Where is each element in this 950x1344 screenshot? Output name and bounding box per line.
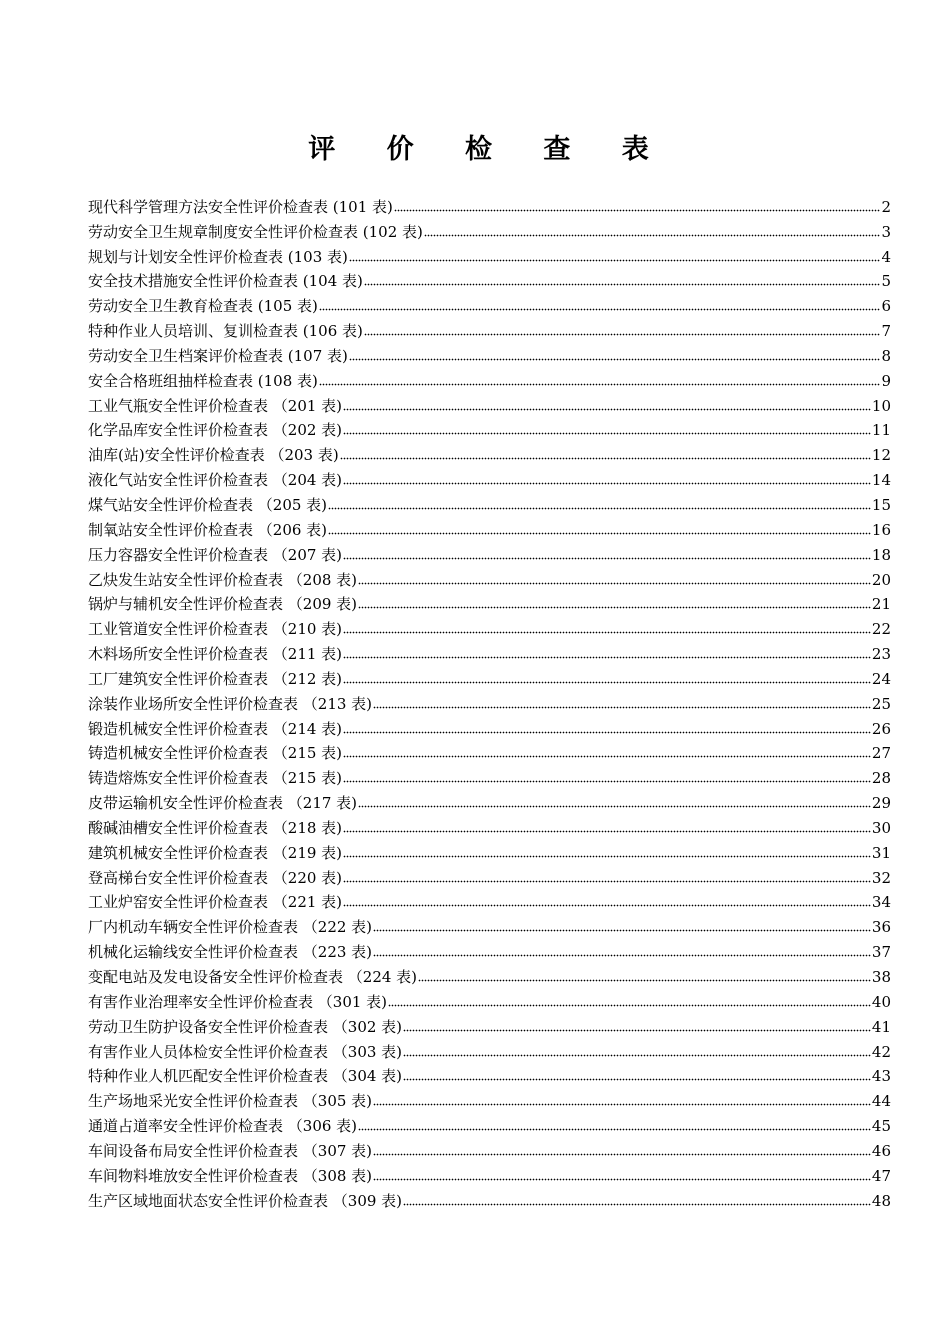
toc-entry-title: 登高梯台安全性评价检查表 （220 表) — [88, 868, 343, 887]
toc-page-number: 20 — [871, 570, 891, 589]
toc-entry-title: 通道占道率安全性评价检查表 （306 表) — [88, 1117, 358, 1136]
toc-dot-leader — [328, 531, 871, 536]
toc-entry[interactable] — [88, 219, 891, 244]
toc-entry[interactable] — [88, 542, 891, 567]
toc-entry-title: 乙炔发生站安全性评价检查表 （208 表) — [88, 570, 358, 589]
toc-page-number: 21 — [871, 595, 891, 614]
toc-page-number: 10 — [871, 396, 891, 415]
toc-dot-leader — [328, 506, 871, 511]
toc-page-number: 2 — [881, 197, 891, 216]
toc-page-number: 4 — [881, 247, 891, 266]
toc-entry-title: 现代科学管理方法安全性评价检查表 (101 表) — [88, 197, 393, 216]
toc-page-number: 25 — [871, 694, 891, 713]
toc-page-number: 12 — [871, 446, 891, 465]
toc-entry-title: 酸碱油槽安全性评价检查表 （218 表) — [88, 818, 343, 837]
toc-dot-leader — [343, 779, 871, 784]
toc-page-number: 24 — [871, 669, 891, 688]
toc-page-number: 37 — [871, 943, 891, 962]
toc-entry[interactable] — [88, 939, 891, 964]
toc-entry-title: 规划与计划安全性评价检查表 (103 表) — [88, 247, 348, 266]
toc-page-number: 38 — [871, 968, 891, 986]
toc-entry-title: 压力容器安全性评价检查表 （207 表) — [88, 545, 343, 564]
toc-entry-title: 有害作业治理率安全性评价检查表 （301 表) — [88, 992, 388, 1011]
toc-entry-title: 安全技术措施安全性评价检查表 (104 表) — [88, 272, 363, 291]
toc-page-number: 45 — [871, 1117, 891, 1136]
toc-entry[interactable] — [88, 318, 891, 343]
page-title: 评 价 检 查 表 — [308, 134, 670, 165]
toc-entry-title: 特种作业人机匹配安全性评价检查表 （304 表) — [88, 1067, 403, 1086]
toc-entry-title: 劳动安全卫生档案评价检查表 (107 表) — [88, 346, 348, 365]
toc-dot-leader — [373, 1177, 871, 1182]
toc-entry-title: 铸造机械安全性评价检查表 （215 表) — [88, 744, 343, 763]
toc-entry-title: 车间设备布局安全性评价检查表 （307 表) — [88, 1141, 373, 1160]
toc-dot-leader — [343, 407, 871, 412]
toc-entry[interactable] — [88, 293, 891, 318]
toc-page-number: 29 — [871, 794, 891, 813]
toc-entry-title: 安全合格班组抽样检查表 (108 表) — [88, 371, 318, 390]
toc-entry-title: 变配电站及发电设备安全性评价检查表 （224 表) — [88, 968, 418, 986]
toc-entry[interactable] — [88, 393, 891, 418]
toc-entry-title: 有害作业人员体检安全性评价检查表 （303 表) — [88, 1042, 403, 1061]
toc-entry[interactable] — [88, 1113, 891, 1138]
toc-entry[interactable] — [88, 592, 891, 617]
toc-entry[interactable] — [88, 1138, 891, 1163]
toc-dot-leader — [319, 382, 881, 387]
toc-entry[interactable] — [88, 1188, 891, 1213]
toc-page-number: 16 — [871, 520, 891, 539]
toc-entry-title: 涂装作业场所安全性评价检查表 （213 表) — [88, 694, 373, 713]
toc-entry[interactable] — [88, 244, 891, 269]
toc-entry[interactable] — [88, 964, 891, 989]
toc-dot-leader — [418, 978, 871, 983]
toc-page-number: 48 — [871, 1191, 891, 1210]
toc-entry[interactable] — [88, 517, 891, 542]
toc-dot-leader — [343, 829, 871, 834]
toc-entry[interactable] — [88, 716, 891, 741]
toc-entry[interactable] — [88, 1064, 891, 1089]
toc-entry-title: 生产场地采光安全性评价检查表 （305 表) — [88, 1092, 373, 1111]
toc-page-number: 32 — [871, 868, 891, 887]
toc-dot-leader — [343, 431, 871, 436]
toc-entry[interactable] — [88, 691, 891, 716]
toc-dot-leader — [358, 605, 871, 610]
toc-entry-title: 锅炉与辅机安全性评价检查表 （209 表) — [88, 595, 358, 614]
toc-entry[interactable] — [88, 194, 891, 219]
toc-entry[interactable] — [88, 467, 891, 492]
toc-page-number: 28 — [871, 769, 891, 788]
toc-entry[interactable] — [88, 815, 891, 840]
toc-entry-title: 生产区域地面状态安全性评价检查表 （309 表) — [88, 1191, 403, 1210]
toc-entry[interactable] — [88, 1039, 891, 1064]
toc-entry-title: 液化气站安全性评价检查表 （204 表) — [88, 471, 343, 490]
toc-page-number: 3 — [881, 222, 891, 241]
toc-dot-leader — [340, 456, 871, 461]
toc-entry-title: 铸造熔炼安全性评价检查表 （215 表) — [88, 769, 343, 788]
toc-entry-title: 特种作业人员培训、复训检查表 (106 表) — [88, 322, 363, 341]
toc-entry[interactable] — [88, 890, 891, 915]
toc-entry[interactable] — [88, 741, 891, 766]
toc-dot-leader — [403, 1077, 871, 1082]
toc-dot-leader — [403, 1028, 871, 1033]
toc-dot-leader — [319, 307, 881, 312]
toc-entry[interactable] — [88, 442, 891, 467]
toc-page-number: 7 — [881, 322, 891, 341]
toc-dot-leader — [364, 282, 881, 287]
toc-dot-leader — [373, 1152, 871, 1157]
toc-entry[interactable] — [88, 343, 891, 368]
toc-page-number: 14 — [871, 471, 891, 490]
toc-dot-leader — [343, 556, 871, 561]
toc-entry-title: 工业管道安全性评价检查表 （210 表) — [88, 620, 343, 639]
table-of-contents — [88, 194, 891, 1213]
toc-entry[interactable] — [88, 616, 891, 641]
toc-page-number: 31 — [871, 843, 891, 862]
toc-dot-leader — [373, 1102, 871, 1107]
toc-dot-leader — [358, 581, 871, 586]
toc-page-number: 42 — [871, 1042, 891, 1061]
toc-entry-title: 锻造机械安全性评价检查表 （214 表) — [88, 719, 343, 738]
toc-page-number: 22 — [871, 620, 891, 639]
toc-dot-leader — [349, 258, 881, 263]
toc-entry[interactable] — [88, 765, 891, 790]
toc-dot-leader — [364, 332, 881, 337]
toc-page-number: 30 — [871, 818, 891, 837]
toc-page-number: 27 — [871, 744, 891, 763]
toc-entry-title: 建筑机械安全性评价检查表 （219 表) — [88, 843, 343, 862]
toc-entry[interactable] — [88, 989, 891, 1014]
toc-entry[interactable] — [88, 368, 891, 393]
toc-dot-leader — [424, 233, 881, 238]
toc-entry-title: 厂内机动车辆安全性评价检查表 （222 表) — [88, 918, 373, 937]
toc-page-number: 43 — [871, 1067, 891, 1086]
toc-entry[interactable] — [88, 1088, 891, 1113]
toc-entry[interactable] — [88, 1163, 891, 1188]
toc-entry-title: 劳动安全卫生教育检查表 (105 表) — [88, 297, 318, 316]
toc-entry-title: 劳动卫生防护设备安全性评价检查表 （302 表) — [88, 1017, 403, 1036]
toc-entry-title: 工业气瓶安全性评价检查表 （201 表) — [88, 396, 343, 415]
toc-entry-title: 化学品库安全性评价检查表 （202 表) — [88, 421, 343, 440]
toc-dot-leader — [343, 655, 871, 660]
toc-page-number: 6 — [881, 297, 891, 316]
toc-page-number: 15 — [871, 495, 891, 514]
toc-dot-leader — [343, 903, 871, 908]
toc-page-number: 44 — [871, 1092, 891, 1111]
toc-page-number: 36 — [871, 918, 891, 937]
toc-entry-title: 工业炉窑安全性评价检查表 （221 表) — [88, 893, 343, 912]
toc-dot-leader — [388, 1003, 871, 1008]
toc-entry[interactable] — [88, 492, 891, 517]
toc-entry-title: 工厂建筑安全性评价检查表 （212 表) — [88, 669, 343, 688]
toc-dot-leader — [358, 804, 871, 809]
toc-entry[interactable] — [88, 790, 891, 815]
toc-dot-leader — [343, 879, 871, 884]
toc-dot-leader — [403, 1202, 871, 1207]
toc-dot-leader — [394, 208, 881, 213]
toc-dot-leader — [403, 1053, 871, 1058]
toc-page-number: 46 — [871, 1141, 891, 1160]
toc-entry[interactable] — [88, 567, 891, 592]
toc-entry[interactable] — [88, 914, 891, 939]
toc-page-number: 23 — [871, 645, 891, 664]
toc-dot-leader — [373, 705, 871, 710]
toc-entry-title: 机械化运输线安全性评价检查表 （223 表) — [88, 943, 373, 962]
toc-entry[interactable] — [88, 666, 891, 691]
toc-entry[interactable] — [88, 269, 891, 294]
toc-dot-leader — [343, 754, 871, 759]
toc-dot-leader — [373, 928, 871, 933]
toc-page-number: 9 — [881, 371, 891, 390]
toc-page-number: 26 — [871, 719, 891, 738]
toc-page-number: 5 — [881, 272, 891, 291]
toc-entry[interactable] — [88, 641, 891, 666]
toc-dot-leader — [343, 630, 871, 635]
toc-entry[interactable] — [88, 1014, 891, 1039]
toc-entry-title: 劳动安全卫生规章制度安全性评价检查表 (102 表) — [88, 222, 423, 241]
toc-page-number: 40 — [871, 992, 891, 1011]
toc-entry[interactable] — [88, 865, 891, 890]
toc-dot-leader — [358, 1127, 871, 1132]
toc-dot-leader — [373, 953, 871, 958]
toc-page-number: 41 — [871, 1017, 891, 1036]
toc-entry-title: 煤气站安全性评价检查表 （205 表) — [88, 495, 328, 514]
toc-entry-title: 皮带运输机安全性评价检查表 （217 表) — [88, 794, 358, 813]
toc-dot-leader — [343, 481, 871, 486]
toc-dot-leader — [343, 854, 871, 859]
toc-dot-leader — [343, 730, 871, 735]
toc-page-number: 47 — [871, 1166, 891, 1185]
toc-dot-leader — [343, 680, 871, 685]
toc-page-number: 34 — [871, 893, 891, 912]
toc-entry[interactable] — [88, 418, 891, 443]
toc-dot-leader — [349, 357, 881, 362]
toc-entry-title: 油库(站)安全性评价检查表 （203 表) — [88, 446, 339, 465]
toc-page-number: 8 — [881, 346, 891, 365]
toc-entry-title: 木料场所安全性评价检查表 （211 表) — [88, 645, 343, 664]
toc-entry-title: 车间物料堆放安全性评价检查表 （308 表) — [88, 1166, 373, 1185]
toc-page-number: 18 — [871, 545, 891, 564]
toc-entry-title: 制氧站安全性评价检查表 （206 表) — [88, 520, 328, 539]
toc-entry[interactable] — [88, 840, 891, 865]
toc-page-number: 11 — [871, 421, 891, 440]
